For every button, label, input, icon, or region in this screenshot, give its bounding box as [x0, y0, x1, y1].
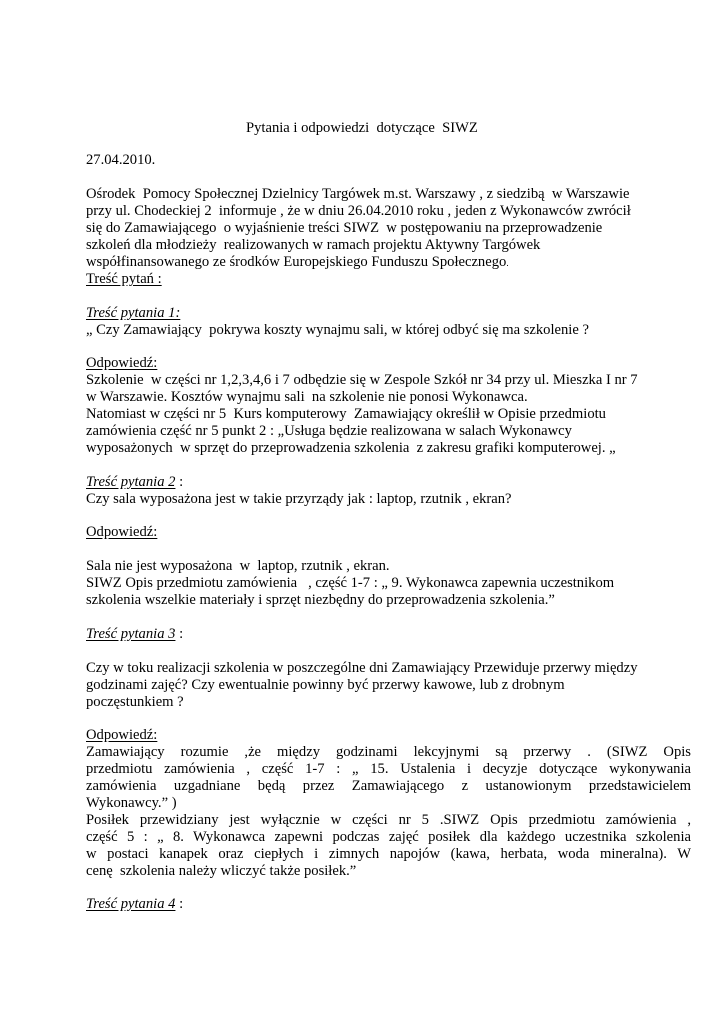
question-2-label: Treść pytania 2 : [86, 474, 184, 490]
answer-1-label: Odpowiedź: [86, 355, 158, 371]
question-1-label: Treść pytania 1: [86, 305, 181, 321]
intro-line-3: się do Zamawiającego o wyjaśnienie treści SIWZ w postępowaniu na przeprowadzenie [86, 220, 603, 236]
intro-line-2: przy ul. Chodeckiej 2 informuje , że w dniu 26.04.2010 roku , jeden z Wykonawców zwrócił [86, 203, 631, 219]
document-title: Pytania i odpowiedzi dotyczące SIWZ [246, 120, 478, 136]
answer-3-line-8: cenę szkolenia należy wliczyć także posiłek.” [86, 863, 357, 879]
question-1-text: „ Czy Zamawiający pokrywa koszty wynajmu sali, w której odbyć się ma szkolenie ? [86, 322, 589, 338]
answer-3-line-5: Posiłek przewidziany jest wyłącznie w części nr 5 .SIWZ Opis przedmiotu zamówienia , [86, 812, 691, 828]
question-3-line-3: poczęstunkiem ? [86, 694, 184, 710]
document-date: 27.04.2010. [86, 152, 156, 168]
answer-1-line-2: w Warszawie. Kosztów wynajmu sali na szkolenie nie ponosi Wykonawca. [86, 389, 528, 405]
intro-line-4: szkoleń dla młodzieży realizowanych w ramach projektu Aktywny Targówek [86, 237, 541, 253]
answer-2-line-3: szkolenia wszelkie materiały i sprzęt niezbędny do przeprowadzenia szkolenia.” [86, 592, 555, 608]
question-2-text: Czy sala wyposażona jest w takie przyrządy jak : laptop, rzutnik , ekran? [86, 491, 512, 507]
answer-2-label: Odpowiedź: [86, 524, 158, 540]
answer-3-label: Odpowiedź: [86, 727, 158, 743]
answer-3-line-4: Wykonawcy.” ) [86, 795, 177, 811]
answer-3-line-1: Zamawiający rozumie ,że między godzinami lekcyjnymi są przerwy . (SIWZ Opis [86, 744, 691, 760]
answer-3-line-3: zamówienia uzgadniane będą przez Zamawiającego z ustanowionym przedstawicielem [86, 778, 691, 794]
answer-1-line-3: Natomiast w części nr 5 Kurs komputerowy Zamawiający określił w Opisie przedmiotu [86, 406, 606, 422]
answer-1-line-5: wyposażonych w sprzęt do przeprowadzenia szkolenia z zakresu grafiki komputerowej. „ [86, 440, 616, 456]
answer-2-line-1: Sala nie jest wyposażona w laptop, rzutnik , ekran. [86, 558, 390, 574]
question-3-line-2: godzinami zajęć? Czy ewentualnie powinny być przerwy kawowe, lub z drobnym [86, 677, 565, 693]
intro-line-5: współfinansowanego ze środków Europejskiego Funduszu Społecznego. [86, 254, 509, 270]
answer-3-line-6: część 5 : „ 8. Wykonawca zapewni podczas zajęć posiłek dla każdego uczestnika szkolenia [86, 829, 691, 845]
answer-3-line-2: przedmiotu zamówienia , część 1-7 : „ 15. Ustalenia i decyzje dotyczące wykonywania [86, 761, 691, 777]
answer-1-line-1: Szkolenie w części nr 1,2,3,4,6 i 7 odbędzie się w Zespole Szkół nr 34 przy ul. Mieszka I nr 7 [86, 372, 638, 388]
answer-2-line-2: SIWZ Opis przedmiotu zamówienia , część 1-7 : „ 9. Wykonawca zapewnia uczestnikom [86, 575, 615, 591]
intro-line-1: Ośrodek Pomocy Społecznej Dzielnicy Targówek m.st. Warszawy , z siedzibą w Warszawie [86, 186, 630, 202]
question-3-line-1: Czy w toku realizacji szkolenia w poszczególne dni Zamawiający Przewiduje przerwy między [86, 660, 638, 676]
questions-heading: Treść pytań : [86, 271, 162, 287]
question-4-label: Treść pytania 4 : [86, 896, 184, 912]
question-3-label: Treść pytania 3 : [86, 626, 184, 642]
answer-3-line-7: w postaci kanapek oraz ciepłych i zimnych napojów (kawa, herbata, woda mineralna). W [86, 846, 691, 862]
answer-1-line-4: zamówienia część nr 5 punkt 2 : „Usługa będzie realizowana w salach Wykonawcy [86, 423, 572, 439]
